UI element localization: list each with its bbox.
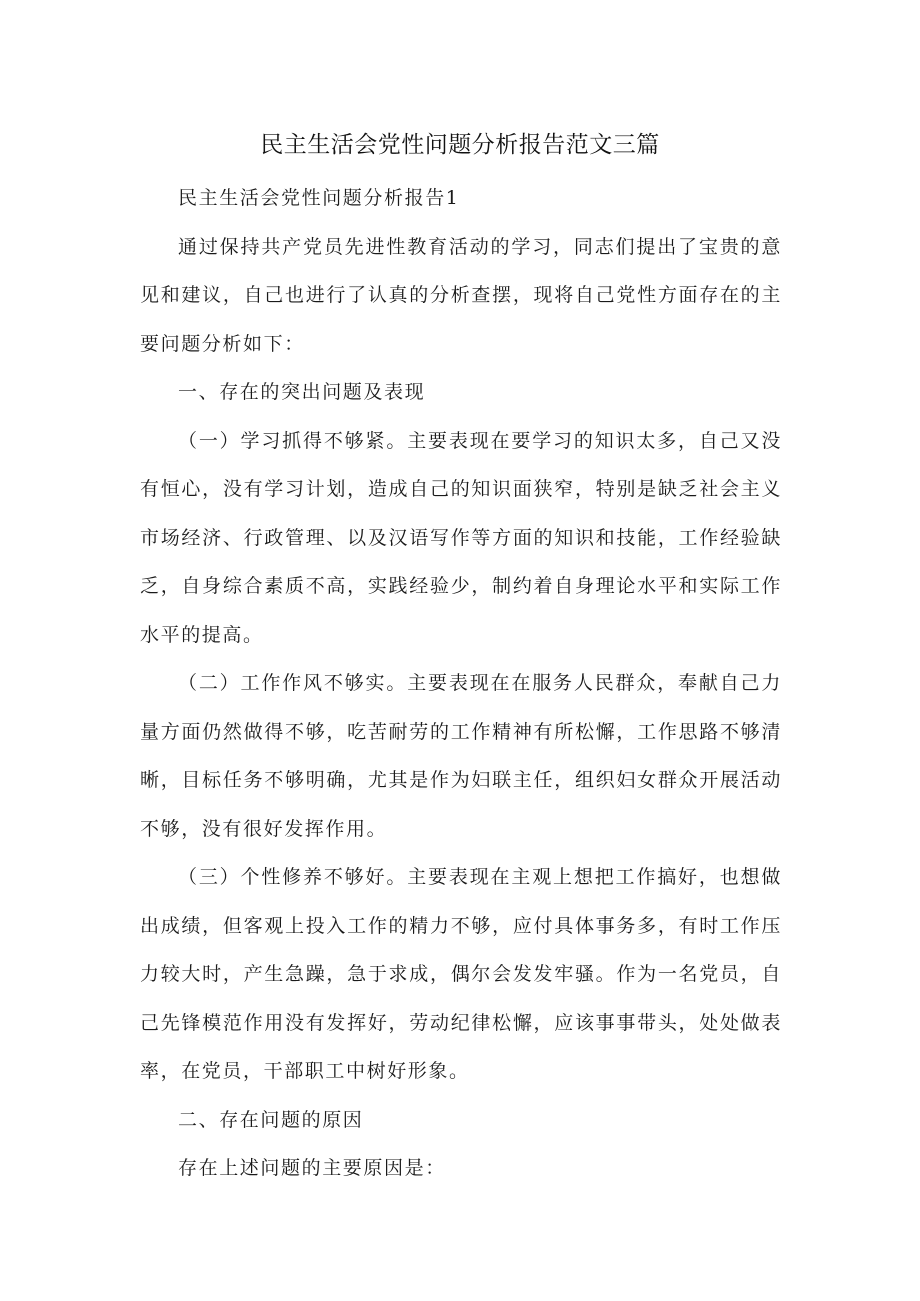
problem-character-paragraph: （三）个性修养不够好。主要表现在主观上想把工作搞好，也想做出成绩，但客观上投入工作的精力不够，应付具体事务多，有时工作压力较大时，产生急躁，急于求成，偶尔会发发牢骚。作为一名党员，自己先锋模范作用没有发挥好，劳动纪律松懈，应该事事带头，处处做表率，在党员，干部职工中树好形象。 — [140, 866, 782, 1082]
causes-intro-paragraph: 存在上述问题的主要原因是： — [178, 1157, 446, 1179]
problem-work-style-paragraph: （二）工作作风不够实。主要表现在在服务人民群众，奉献自己力量方面仍然做得不够，吃苦耐劳的工作精神有所松懈，工作思路不够清晰，目标任务不够明确，尤其是作为妇联主任，组织妇女群众开展活动不够，没有很好发挥作用。 — [140, 672, 782, 840]
section-heading-problems: 一、存在的突出问题及表现 — [178, 381, 426, 403]
section-heading-causes: 二、存在问题的原因 — [178, 1108, 364, 1131]
document-body — [140, 174, 782, 1193]
report-subtitle: 民主生活会党性问题分析报告1 — [178, 187, 460, 209]
intro-paragraph: 通过保持共产党员先进性教育活动的学习，同志们提出了宝贵的意见和建议，自己也进行了认真的分析查摆，现将自己党性方面存在的主要问题分析如下： — [140, 235, 782, 355]
document-title: 民主生活会党性问题分析报告范文三篇 — [260, 132, 660, 158]
problem-study-paragraph: （一）学习抓得不够紧。主要表现在要学习的知识太多，自己又没有恒心，没有学习计划，造成自己的知识面狭窄，特别是缺乏社会主义市场经济、行政管理、以及汉语写作等方面的知识和技能，工作经验缺乏，自身综合素质不高，实践经验少，制约着自身理论水平和实际工作水平的提高。 — [140, 429, 782, 646]
